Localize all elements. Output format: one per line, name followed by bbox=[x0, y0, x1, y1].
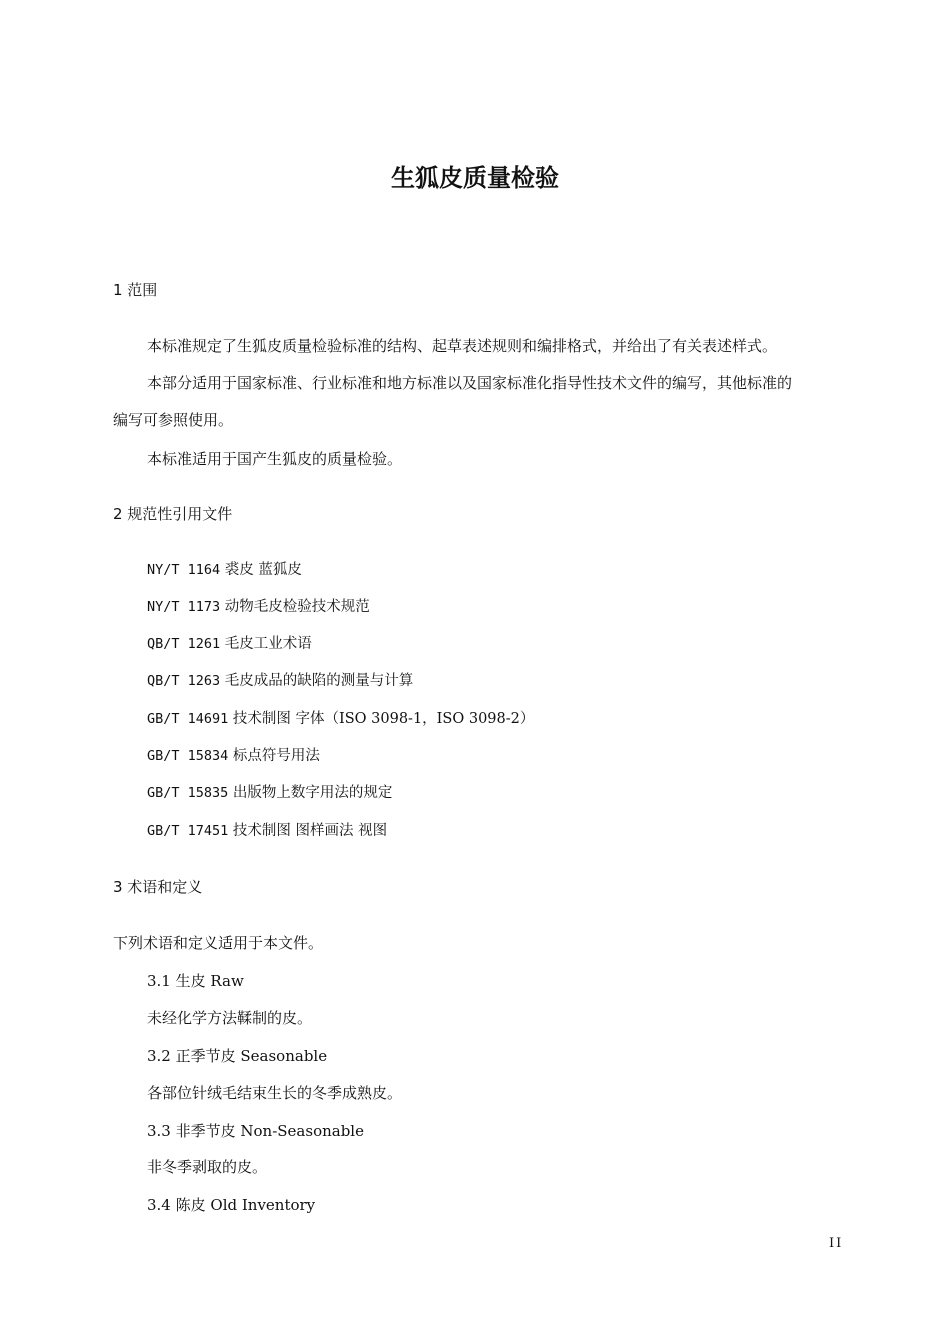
reference-code: GB/T 15834 bbox=[147, 748, 229, 764]
term-heading: 3.1 生皮 Raw bbox=[147, 972, 244, 990]
reference-title: 裘皮 蓝狐皮 bbox=[220, 562, 302, 578]
reference-code: NY/T 1164 bbox=[147, 562, 221, 578]
reference-code: GB/T 15835 bbox=[147, 785, 229, 801]
section-3-heading: 3 术语和定义 bbox=[113, 878, 203, 896]
term-definition: 各部位针绒毛结束生长的冬季成熟皮。 bbox=[147, 1084, 403, 1102]
paragraph: 本标准规定了生狐皮质量检验标准的结构、起草表述规则和编排格式，并给出了有关表述样式。 bbox=[147, 337, 778, 355]
page-number: II bbox=[829, 1236, 844, 1251]
term-definition: 非冬季剥取的皮。 bbox=[147, 1158, 268, 1176]
reference-item bbox=[147, 670, 413, 692]
reference-item bbox=[147, 596, 370, 618]
section-1-heading: 1 范围 bbox=[113, 281, 158, 299]
reference-item bbox=[147, 633, 312, 655]
paragraph-continuation: 编写可参照使用。 bbox=[113, 411, 234, 429]
reference-code: QB/T 1261 bbox=[147, 636, 221, 652]
section-3-intro: 下列术语和定义适用于本文件。 bbox=[113, 934, 324, 952]
reference-item bbox=[147, 708, 534, 730]
reference-item bbox=[147, 559, 302, 581]
section-2-heading: 2 规范性引用文件 bbox=[113, 505, 233, 523]
reference-title: 技术制图 图样画法 视图 bbox=[228, 823, 388, 839]
reference-code: QB/T 1263 bbox=[147, 673, 221, 689]
reference-title: 毛皮成品的缺陷的测量与计算 bbox=[220, 673, 414, 689]
term-heading: 3.3 非季节皮 Non-Seasonable bbox=[147, 1122, 364, 1140]
reference-code: GB/T 17451 bbox=[147, 823, 229, 839]
paragraph: 本部分适用于国家标准、行业标准和地方标准以及国家标准化指导性技术文件的编写，其他标准的 bbox=[147, 374, 793, 392]
reference-title: 出版物上数字用法的规定 bbox=[228, 785, 393, 801]
term-heading: 3.2 正季节皮 Seasonable bbox=[147, 1047, 328, 1065]
reference-code: NY/T 1173 bbox=[147, 599, 221, 615]
reference-item bbox=[147, 782, 392, 804]
reference-title: 毛皮工业术语 bbox=[220, 636, 312, 652]
term-definition: 未经化学方法鞣制的皮。 bbox=[147, 1009, 313, 1027]
reference-title: 技术制图 字体（ISO 3098-1，ISO 3098-2） bbox=[228, 711, 535, 727]
term-heading: 3.4 陈皮 Old Inventory bbox=[147, 1196, 316, 1214]
reference-title: 标点符号用法 bbox=[228, 748, 320, 764]
reference-item bbox=[147, 820, 387, 842]
reference-title: 动物毛皮检验技术规范 bbox=[220, 599, 370, 615]
reference-code: GB/T 14691 bbox=[147, 711, 229, 727]
reference-item bbox=[147, 745, 320, 767]
document-title: 生狐皮质量检验 bbox=[391, 164, 559, 192]
paragraph: 本标准适用于国产生狐皮的质量检验。 bbox=[147, 450, 403, 468]
